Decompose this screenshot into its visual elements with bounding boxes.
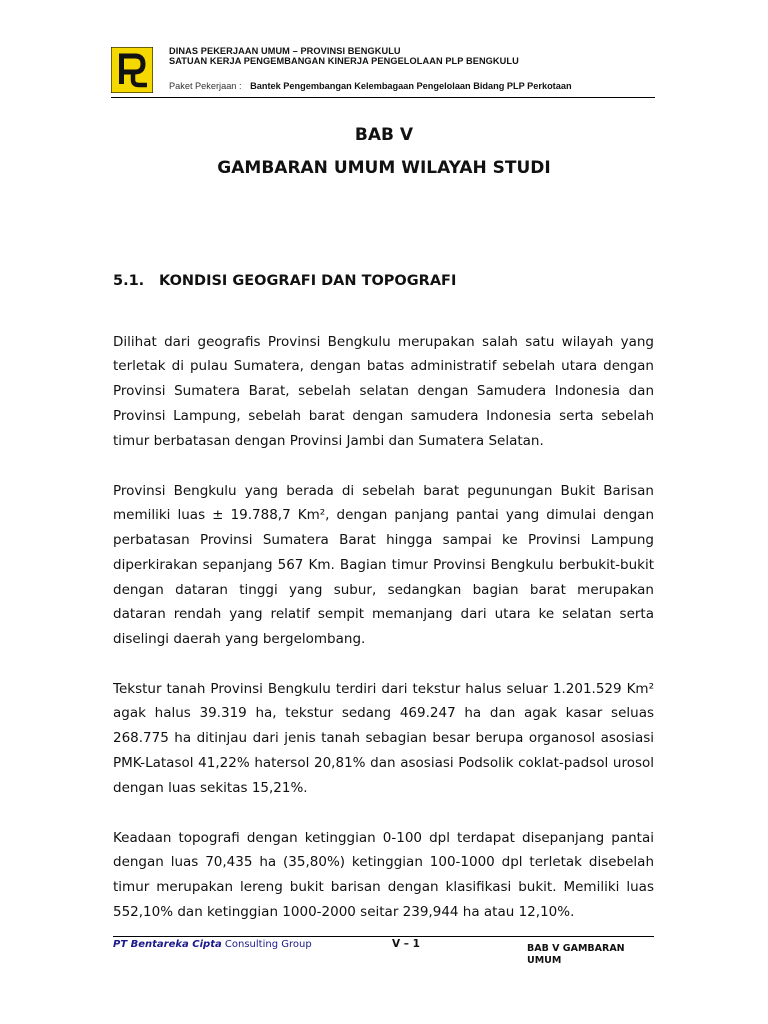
footer-chapter-ref: BAB V GAMBARAN UMUM — [527, 943, 625, 966]
work-package — [169, 81, 572, 91]
page-number: V – 1 — [392, 938, 420, 950]
organization-unit: SATUAN KERJA PENGEMBANGAN KINERJA PENGELOLAAN PLP BENGKULU — [169, 56, 519, 66]
company-suffix: Consulting Group — [221, 939, 312, 950]
footer-divider — [113, 936, 654, 937]
chapter-number: BAB V — [354, 125, 414, 145]
work-package-label: Paket Pekerjaan : — [169, 81, 242, 91]
pu-logo-icon — [111, 47, 153, 93]
paragraph-soil-texture: Tekstur tanah Provinsi Bengkulu terdiri dari tekstur halus seluar 1.201.529 Km² agak halus 39.319 ha, tekstur sedang 469.247 ha dan agak kasar seluas 268.775 ha ditinjau dari jenis tanah sebagian besar berupa organosol asosiasi PMK-Latasol 41,22% hatersol 20,81% dan asosiasi Podsolik coklat-padsol urosol dengan luas sekitas 15,21%. — [113, 680, 654, 796]
paragraph-area: Provinsi Bengkulu yang berada di sebelah barat pegunungan Bukit Barisan memiliki luas ± 19.788,7 Km², dengan panjang pantai yang dimulai dengan perbatasan Provinsi Sumatera Barat hingga sampai ke Provinsi Lampung diperkirakan sepanjang 567 Km. Bagian timur Provinsi Bengkulu berbukit-bukit dengan dataran tinggi yang subur, sedangkan bagian barat merupakan dataran rendah yang relatif sempit memanjang dari utara ke selatan serta diselingi daerah yang bergelombang. — [113, 482, 654, 648]
section-heading — [113, 273, 456, 289]
chapter-title: GAMBARAN UMUM WILAYAH STUDI — [217, 158, 551, 178]
footer-company — [113, 939, 312, 950]
company-name: PT Bentareka Cipta — [113, 939, 222, 950]
page-header — [111, 45, 655, 98]
section-title: KONDISI GEOGRAFI DAN TOPOGRAFI — [159, 273, 457, 289]
work-package-value: Bantek Pengembangan Kelembagaan Pengelolaan Bidang PLP Perkotaan — [250, 81, 572, 91]
organization-name: DINAS PEKERJAAN UMUM – PROVINSI BENGKULU — [169, 46, 401, 56]
paragraph-topography: Keadaan topografi dengan ketinggian 0-100 dpl terdapat disepanjang pantai dengan luas 70,435 ha (35,80%) ketinggian 100-1000 dpl terletak disebelah timur merupakan lereng bukit barisan dengan klasifikasi bukit. Memiliki luas 552,10% dan ketinggian 1000-2000 seitar 239,944 ha atau 12,10%. — [113, 829, 654, 920]
paragraph-geography: Dilihat dari geografis Provinsi Bengkulu merupakan salah satu wilayah yang terletak di pulau Sumatera, dengan batas administratif sebelah utara dengan Provinsi Sumatera Barat, sebelah selatan dengan Samudera Indonesia dan Provinsi Lampung, sebelah barat dengan samudera Indonesia serta sebelah timur berbatasan dengan Provinsi Jambi dan Sumatera Selatan. — [113, 333, 654, 449]
section-number: 5.1. — [113, 273, 145, 289]
